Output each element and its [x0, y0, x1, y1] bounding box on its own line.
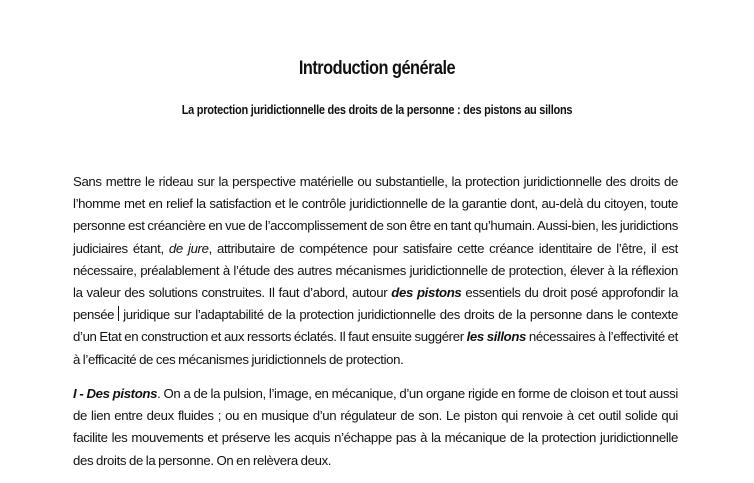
paragraph-intro-part5: nécessaires à l’effectivité et à l’efficacité de ces mécanismes juridictionnels de protection. — [73, 329, 678, 367]
document-title: Introduction générale — [298, 58, 456, 79]
paragraph-section-one[interactable] — [73, 383, 678, 472]
paragraph-intro-part1: Sans mettre le rideau sur la perspective matérielle ou substantielle, la protection juridictionnelle des droits de l’homme met en relief la satisfaction et le contrôle juridictionnelle de la garantie dont, au-delà du citoyen, toute personne est créancière en vue de l’accomplissement de son être en tant qu’humain. Aussi-bien, les juridictions judiciaires étant, — [73, 174, 678, 256]
document-subtitle: La protection juridictionnelle des droits de la personne : des pistons au sillons — [181, 103, 573, 117]
latin-term-de-jure: de jure — [168, 240, 209, 256]
paragraph-intro-part4: juridique sur l’adaptabilité de la protection juridictionnelle des droits de la personne dans le contexte d’un Etat en construction et aux ressorts éclatés. Il faut ensuite suggérer — [73, 307, 678, 345]
paragraph-intro-part2: , attributaire de compétence pour satisfaire cette créance identitaire de l’être, il est nécessaire, préalablement à l’étude des autres mécanismes juridictionnelle de protection, élever à la réflexion la valeur des solutions construites. Il faut d’abord, autour — [73, 240, 678, 301]
emphasis-des-pistons: des pistons — [391, 285, 462, 301]
text-cursor — [118, 306, 119, 321]
section-heading-des-pistons: I - Des pistons — [73, 386, 158, 401]
paragraph-section-one-text: . On a de la pulsion, l’image, en mécanique, d’un organe rigide en forme de cloison et tout aussi de lien entre deux fluides ; ou en musique d’un régulateur de son. Le piston qui renvoie à cet outil solide qui facilite les mouvements et préserve les acquis n’échappe pas à la mécanique de la protection juridictionnelle des droits de la personne. On en relèvera deux. — [73, 386, 678, 468]
paragraph-intro-part3: essentiels du droit posé approfondir la pensée — [73, 285, 678, 323]
paragraph-intro[interactable] — [73, 171, 678, 371]
emphasis-les-sillons: les sillons — [466, 329, 527, 345]
